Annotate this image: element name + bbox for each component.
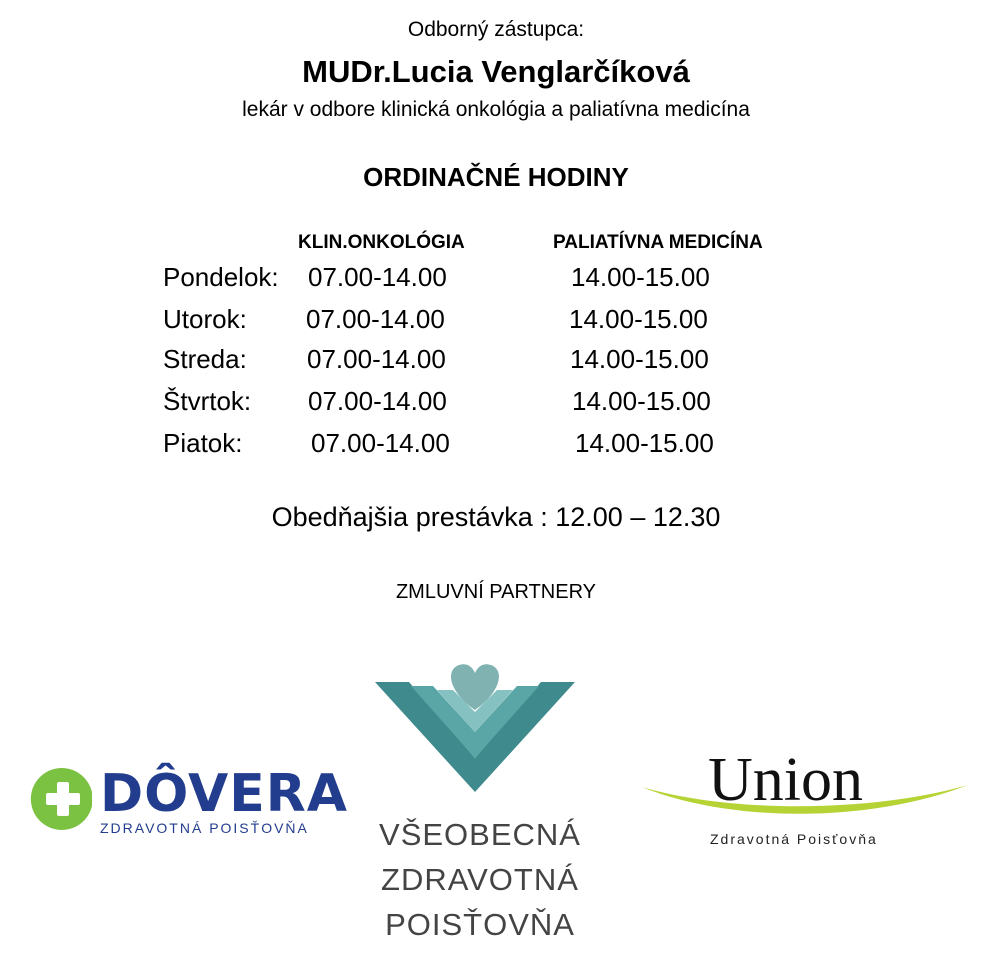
vszp-line-3: POISŤOVŇA — [385, 907, 575, 942]
column-header-palliative: PALIATÍVNA MEDICÍNA — [553, 232, 763, 253]
dovera-subtitle: ZDRAVOTNÁ POISŤOVŇA — [100, 820, 309, 836]
vszp-line-1: VŠEOBECNÁ — [379, 817, 581, 852]
day-label: Piatok: — [163, 428, 243, 458]
palliative-hours: 14.00-15.00 — [569, 304, 708, 334]
doctor-name: MUDr.Lucia Venglarčíková — [302, 54, 690, 89]
union-swoosh-icon — [640, 777, 970, 827]
vszp-v-heart-icon — [345, 640, 625, 800]
office-hours-title: ORDINAČNÉ HODINY — [363, 162, 629, 192]
hours-row-thursday — [0, 386, 992, 426]
day-label: Štvrtok: — [163, 386, 252, 416]
oncology-hours: 07.00-14.00 — [308, 262, 447, 292]
palliative-hours: 14.00-15.00 — [572, 386, 711, 416]
day-label: Utorok: — [163, 304, 247, 334]
palliative-hours: 14.00-15.00 — [570, 344, 709, 374]
oncology-hours: 07.00-14.00 — [306, 304, 445, 334]
oncology-hours: 07.00-14.00 — [311, 428, 450, 458]
vszp-logo — [345, 640, 625, 950]
lunch-break: Obedňajšia prestávka : 12.00 – 12.30 — [271, 502, 721, 532]
day-label: Streda: — [163, 344, 247, 374]
day-label: Pondelok: — [163, 262, 279, 292]
vszp-wordmark — [345, 812, 615, 947]
partners-title: ZMLUVNÍ PARTNERY — [395, 581, 597, 603]
oncology-hours: 07.00-14.00 — [308, 386, 447, 416]
dovera-wordmark: DÔVERA — [100, 764, 349, 824]
doctor-specialization: lekár v odbore klinická onkológia a paliatívna medicína — [242, 98, 750, 121]
dovera-logo — [30, 760, 349, 840]
hours-row-monday — [0, 262, 992, 302]
palliative-hours: 14.00-15.00 — [575, 428, 714, 458]
hours-row-friday — [0, 428, 992, 468]
column-header-oncology: KLIN.ONKOLÓGIA — [298, 232, 465, 253]
hours-row-tuesday — [0, 304, 992, 344]
oncology-hours: 07.00-14.00 — [307, 344, 446, 374]
deputy-label: Odborný zástupca: — [407, 18, 585, 41]
hours-row-wednesday — [0, 344, 992, 384]
vszp-line-2: ZDRAVOTNÁ — [381, 862, 579, 897]
union-subtitle: Zdravotná Poisťovňa — [710, 831, 878, 847]
dovera-cross-icon — [30, 766, 96, 832]
union-logo — [640, 745, 970, 865]
union-wordmark: Union — [708, 746, 863, 814]
palliative-hours: 14.00-15.00 — [571, 262, 710, 292]
